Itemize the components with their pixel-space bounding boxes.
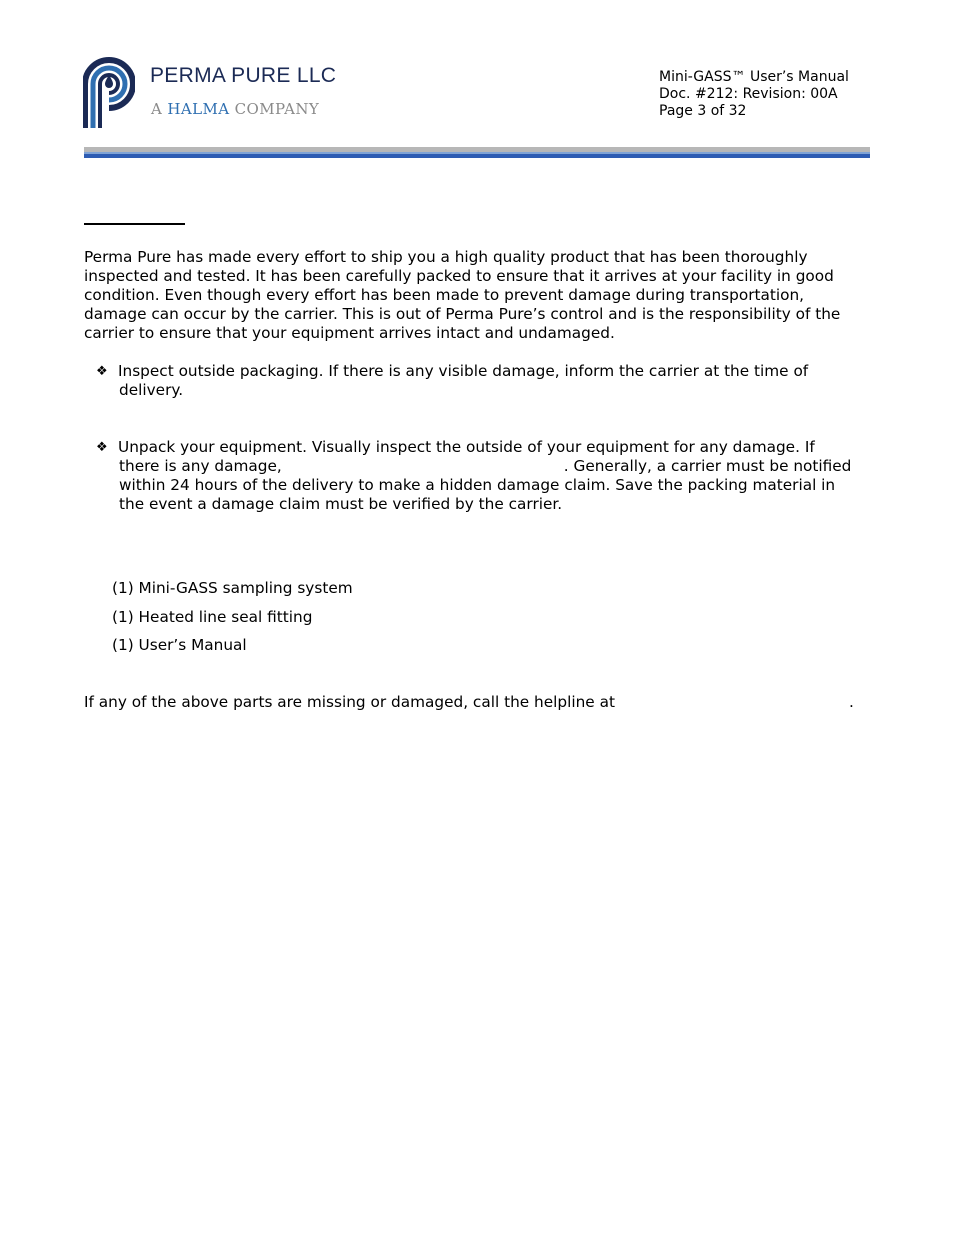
package-item: (1) Mini-GASS sampling system: [112, 579, 353, 597]
diamond-bullet-icon: ❖: [96, 364, 108, 379]
intro-line: carrier to ensure that your equipment arrives intact and undamaged.: [84, 324, 615, 342]
document-info: [659, 69, 849, 120]
company-name: PERMA PURE LLC: [150, 64, 337, 87]
bullet-line: Unpack your equipment. Visually inspect the outside of your equipment for any damage. If: [118, 438, 815, 456]
bullet-line: Inspect outside packaging. If there is any visible damage, inform the carrier at the time of: [118, 362, 809, 380]
package-item: (1) Heated line seal fitting: [112, 608, 313, 626]
bullet-line-end: . Generally, a carrier must be notified: [563, 457, 852, 475]
bullet-line: the event a damage claim must be verified by the carrier.: [119, 495, 563, 513]
intro-line: condition. Even though every effort has been made to prevent damage during transportation,: [84, 286, 805, 304]
diamond-bullet-icon: ❖: [96, 440, 108, 455]
perma-pure-logo-icon: [83, 56, 135, 128]
bullet-line-with-gap: [119, 457, 851, 476]
helpline-note-end: .: [849, 693, 854, 711]
company-tagline: [151, 100, 319, 118]
package-item: (1) User’s Manual: [112, 636, 247, 654]
helpline-note: If any of the above parts are missing or damaged, call the helpline at: [84, 693, 615, 711]
doc-title: Mini-GASS™ User’s Manual: [659, 69, 849, 85]
header-rule-blue: [84, 154, 870, 158]
doc-number: Doc. #212: Revision: 00A: [659, 86, 838, 102]
section-heading-underline: [84, 223, 185, 225]
intro-line: damage can occur by the carrier. This is out of Perma Pure’s control and is the responsibility of the: [84, 305, 841, 323]
tagline-prefix: A: [151, 100, 168, 118]
page-number: Page 3 of 32: [659, 103, 747, 119]
bullet-line: delivery.: [119, 381, 184, 399]
intro-line: Perma Pure has made every effort to ship you a high quality product that has been thoroughly: [84, 248, 808, 266]
tagline-suffix: COMPANY: [229, 100, 320, 118]
tagline-brand: HALMA: [167, 100, 230, 118]
intro-line: inspected and tested. It has been carefully packed to ensure that it arrives at your facility in good: [84, 267, 834, 285]
bullet-line-start: there is any damage,: [119, 457, 282, 475]
bullet-line: within 24 hours of the delivery to make a hidden damage claim. Save the packing material in: [119, 476, 836, 494]
intro-paragraph: [84, 248, 874, 343]
